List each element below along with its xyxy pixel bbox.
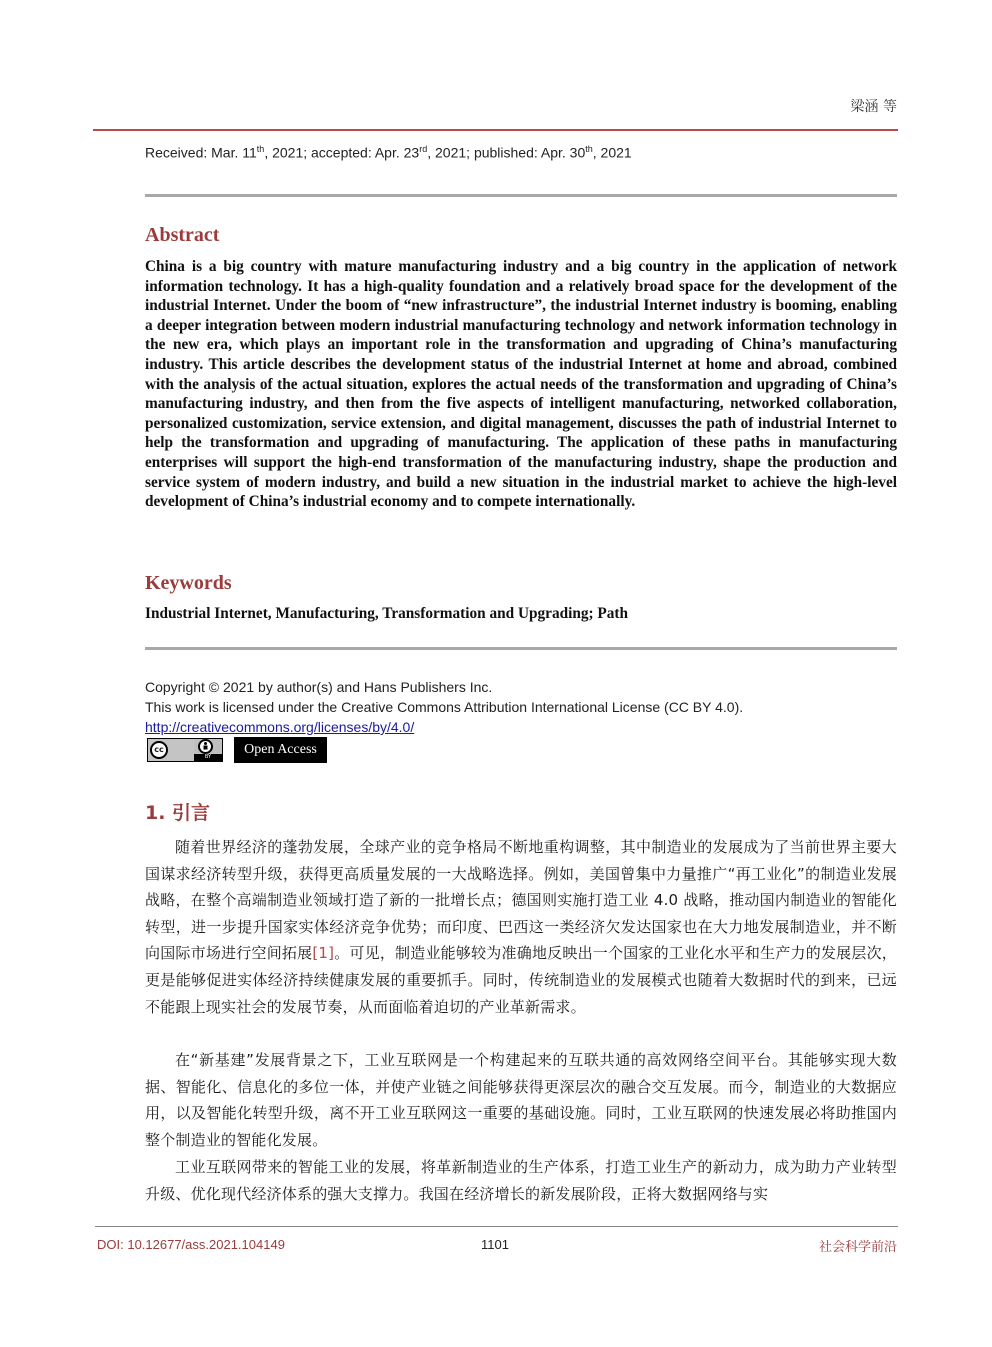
- published-date: , 2021; published: Apr. 30: [427, 144, 586, 161]
- divider-keywords: [145, 647, 897, 650]
- paragraph-1-text-cont: 。可见，制造业能够较为准确地反映出一个国家的工业化水平和生产力的发展层次，更是能够促进实体经济持续健康发展的重要抓手。同时，传统制造业的发展模式也随着大数据时代的到来，已远不能跟上现实社会的发展节奏，从而面临着迫切的产业革新需求。: [145, 944, 898, 1016]
- copyright-line: Copyright © 2021 by author(s) and Hans Publishers Inc.: [145, 679, 493, 695]
- citation-link[interactable]: [1]: [312, 944, 335, 963]
- cc-by-badge[interactable]: [147, 738, 223, 762]
- footer-doi[interactable]: DOI: 10.12677/ass.2021.104149: [97, 1237, 285, 1252]
- open-access-badge[interactable]: Open Access: [234, 737, 327, 763]
- copyright-block: [145, 677, 743, 737]
- keywords-title: Keywords: [145, 572, 232, 594]
- page-number: 1101: [481, 1237, 509, 1252]
- running-header-authors: 梁涵 等: [850, 99, 897, 115]
- by-label: BY: [194, 754, 222, 761]
- header-rule: [93, 129, 898, 131]
- divider-top: [145, 194, 897, 197]
- published-sup: th: [585, 144, 593, 154]
- paragraph-1: [145, 834, 897, 1020]
- cc-icon: cc: [150, 741, 168, 759]
- received-sup: th: [256, 144, 265, 154]
- journal-name: 社会科学前沿: [818, 1240, 897, 1255]
- paragraph-1-text: 随着世界经济的蓬勃发展，全球产业的竞争格局不断地重构调整，其中制造业的发展成为了当前世界主要大国谋求经济转型升级，获得更高质量发展的一大战略选择。例如，美国曾集中力量推广“再工业化”的制造业发展战略，在整个高端制造业领域打造了新的一批增长点；德国则实施打造工业 4.0 战略，推动国内制造业的智能化转型，进一步提升国家实体经济竞争优势；而印度、巴西这一类经济欠发达国家也在大力地发展制造业，并不断向国际市场进行空间拓展: [145, 838, 897, 963]
- received-date: Received: Mar. 11: [145, 144, 257, 161]
- published-year: , 2021: [592, 144, 632, 161]
- license-line: This work is licensed under the Creative Commons Attribution International License (CC BY 4.0).: [145, 699, 744, 715]
- paragraph-2: 在“新基建”发展背景之下，工业互联网是一个构建起来的互联共通的高效网络空间平台。其能够实现大数据、智能化、信息化的多位一体，并使产业链之间能够获得更深层次的融合交互发展。而今，制造业的大数据应用，以及智能化转型升级，离不开工业互联网这一重要的基础设施。同时，工业互联网的快速发展必将助推国内整个制造业的智能化发展。: [145, 1051, 897, 1149]
- abstract-title: Abstract: [145, 224, 220, 246]
- license-link[interactable]: http://creativecommons.org/licenses/by/4.0/: [145, 719, 415, 735]
- section-heading: 1. 引言: [145, 802, 211, 824]
- keywords-text: Industrial Internet, Manufacturing, Transformation and Upgrading; Path: [145, 605, 629, 622]
- attribution-person-icon: [198, 739, 213, 754]
- accepted-date: , 2021; accepted: Apr. 23: [264, 144, 420, 161]
- publication-dates: [145, 144, 632, 161]
- abstract-text: China is a big country with mature manufacturing industry and a big country in the application of network information technology. It has a high-quality foundation and a relatively broad space for the development of the industrial Internet. Under the boom of “new infrastructure”, the industrial Internet industry is booming, enabling a deeper integration between modern industrial manufacturing technology and network information technology in the new era, which plays an important role in the transformation and upgrading of China’s manufacturing industry. This article describes the development status of the industrial Internet at home and abroad, combined with the analysis of the actual situation, explores the actual needs of the transformation and upgrading of China’s manufacturing industry, and then from the five aspects of intelligent manufacturing, networked collaboration, personalized customization, service extension, and digital management, discusses the path of industrial Internet to help the transformation and upgrading of manufacturing. The application of these paths in manufacturing enterprises will support the high-end transformation of the manufacturing industry, shape the production and service system of modern industry, and build a new situation in the industrial market to achieve the high-level development of China’s industrial economy and to compete internationally.: [145, 258, 897, 511]
- accepted-sup: rd: [419, 144, 428, 154]
- paragraph-3: 工业互联网带来的智能工业的发展，将革新制造业的生产体系，打造工业生产的新动力，成为助力产业转型升级、优化现代经济体系的强大支撑力。我国在经济增长的新发展阶段，正将大数据网络与实: [145, 1158, 897, 1203]
- footer-rule: [95, 1226, 898, 1227]
